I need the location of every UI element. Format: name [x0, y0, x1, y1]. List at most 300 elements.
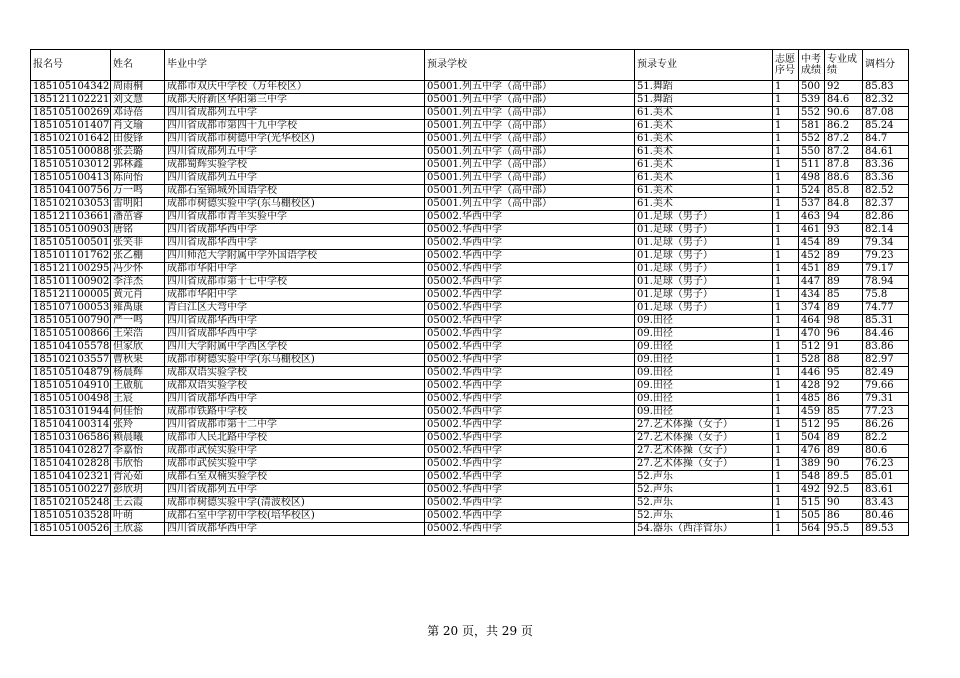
graduate-school-cell: 成都市树德实验中学(东马棚校区) [165, 354, 425, 367]
registration-number-cell: 185105100790 [31, 315, 111, 328]
name-cell: 张笑非 [111, 237, 165, 250]
table-row [31, 510, 909, 523]
name-cell: 王云霞 [111, 497, 165, 510]
exam-score-cell: 552 [799, 133, 825, 146]
admission-major-cell: 54.器乐（西洋管乐） [635, 523, 773, 536]
preference-order-cell: 1 [773, 172, 799, 185]
graduate-school-cell: 成都石室锦城外国语学校 [165, 185, 425, 198]
table-row [31, 341, 909, 354]
admission-school-cell: 05002.华西中学 [425, 393, 635, 406]
admission-school-cell: 05001.列五中学（高中部） [425, 120, 635, 133]
admission-school-cell: 05001.列五中学（高中部） [425, 81, 635, 94]
admission-major-cell: 52.声乐 [635, 497, 773, 510]
registration-number-cell: 185121103661 [31, 211, 111, 224]
graduate-school-cell: 成都市华阳中学 [165, 263, 425, 276]
admission-school-cell: 05002.华西中学 [425, 445, 635, 458]
table-row [31, 133, 909, 146]
name-cell: 赖晨曦 [111, 432, 165, 445]
major-score-cell: 89 [825, 276, 863, 289]
name-cell: 但家欣 [111, 341, 165, 354]
admission-major-cell: 09.田径 [635, 341, 773, 354]
graduate-school-cell: 青白江区大弯中学 [165, 302, 425, 315]
admission-major-cell: 61.美术 [635, 120, 773, 133]
name-cell: 胥沁茹 [111, 471, 165, 484]
registration-number-cell: 185104102828 [31, 458, 111, 471]
admission-school-cell: 05001.列五中学（高中部） [425, 198, 635, 211]
admission-school-cell: 05002.华西中学 [425, 211, 635, 224]
name-cell: 陈向怡 [111, 172, 165, 185]
name-cell: 黄元肖 [111, 289, 165, 302]
registration-number-cell: 185105100501 [31, 237, 111, 250]
table-row [31, 159, 909, 172]
exam-score-cell: 389 [799, 458, 825, 471]
admission-major-cell: 52.声乐 [635, 510, 773, 523]
header-preference-order: 志愿序号 [773, 50, 799, 81]
major-score-cell: 87.2 [825, 133, 863, 146]
preference-order-cell: 1 [773, 419, 799, 432]
exam-score-cell: 539 [799, 94, 825, 107]
major-score-cell: 86 [825, 393, 863, 406]
transfer-score-cell: 83.43 [863, 497, 909, 510]
registration-number-cell: 185107100053 [31, 302, 111, 315]
preference-order-cell: 1 [773, 224, 799, 237]
exam-score-cell: 446 [799, 367, 825, 380]
exam-score-cell: 464 [799, 315, 825, 328]
table-row [31, 471, 909, 484]
transfer-score-cell: 79.66 [863, 380, 909, 393]
admission-school-cell: 05002.华西中学 [425, 432, 635, 445]
preference-order-cell: 1 [773, 81, 799, 94]
registration-number-cell: 185103101944 [31, 406, 111, 419]
admission-school-cell: 05002.华西中学 [425, 354, 635, 367]
registration-number-cell: 185104100756 [31, 185, 111, 198]
preference-order-cell: 1 [773, 237, 799, 250]
table-body [31, 81, 909, 536]
name-cell: 李嘉怡 [111, 445, 165, 458]
major-score-cell: 95 [825, 367, 863, 380]
major-score-cell: 92 [825, 81, 863, 94]
preference-order-cell: 1 [773, 432, 799, 445]
name-cell: 万一鸣 [111, 185, 165, 198]
exam-score-cell: 470 [799, 328, 825, 341]
name-cell: 张芸璐 [111, 146, 165, 159]
exam-score-cell: 476 [799, 445, 825, 458]
table-row [31, 211, 909, 224]
transfer-score-cell: 86.26 [863, 419, 909, 432]
transfer-score-cell: 79.23 [863, 250, 909, 263]
graduate-school-cell: 成都市双庆中学校（万年校区） [165, 81, 425, 94]
transfer-score-cell: 79.34 [863, 237, 909, 250]
registration-number-cell: 185105100498 [31, 393, 111, 406]
exam-score-cell: 564 [799, 523, 825, 536]
name-cell: 周雨桐 [111, 81, 165, 94]
transfer-score-cell: 82.49 [863, 367, 909, 380]
exam-score-cell: 511 [799, 159, 825, 172]
admission-major-cell: 61.美术 [635, 185, 773, 198]
major-score-cell: 92 [825, 380, 863, 393]
exam-score-cell: 512 [799, 341, 825, 354]
name-cell: 何佳怡 [111, 406, 165, 419]
preference-order-cell: 1 [773, 146, 799, 159]
admission-major-cell: 09.田径 [635, 380, 773, 393]
name-cell: 韦欣怡 [111, 458, 165, 471]
exam-score-cell: 452 [799, 250, 825, 263]
registration-number-cell: 185105100526 [31, 523, 111, 536]
graduate-school-cell: 四川省成都华西中学 [165, 224, 425, 237]
major-score-cell: 87.8 [825, 159, 863, 172]
table-row [31, 419, 909, 432]
graduate-school-cell: 成都石室双楠实验学校 [165, 471, 425, 484]
registration-number-cell: 185101100902 [31, 276, 111, 289]
transfer-score-cell: 84.7 [863, 133, 909, 146]
admission-school-cell: 05002.华西中学 [425, 250, 635, 263]
name-cell: 郭林鑫 [111, 159, 165, 172]
transfer-score-cell: 79.17 [863, 263, 909, 276]
transfer-score-cell: 83.86 [863, 341, 909, 354]
table-row [31, 120, 909, 133]
graduate-school-cell: 成都市武侯实验中学 [165, 445, 425, 458]
registration-number-cell: 185105100903 [31, 224, 111, 237]
table-row [31, 328, 909, 341]
transfer-score-cell: 85.83 [863, 81, 909, 94]
exam-score-cell: 374 [799, 302, 825, 315]
name-cell: 冯少怀 [111, 263, 165, 276]
major-score-cell: 98 [825, 315, 863, 328]
admission-major-cell: 09.田径 [635, 367, 773, 380]
header-transfer-score: 调档分 [863, 50, 909, 81]
admission-school-cell: 05002.华西中学 [425, 471, 635, 484]
major-score-cell: 92.5 [825, 484, 863, 497]
graduate-school-cell: 四川省成都列五中学 [165, 107, 425, 120]
transfer-score-cell: 75.8 [863, 289, 909, 302]
graduate-school-cell: 成都市武侯实验中学 [165, 458, 425, 471]
transfer-score-cell: 80.6 [863, 445, 909, 458]
preference-order-cell: 1 [773, 367, 799, 380]
admission-major-cell: 09.田径 [635, 328, 773, 341]
registration-number-cell: 185103106586 [31, 432, 111, 445]
preference-order-cell: 1 [773, 471, 799, 484]
registration-number-cell: 185104105578 [31, 341, 111, 354]
admission-major-cell: 09.田径 [635, 315, 773, 328]
graduate-school-cell: 四川省成都市树德中学(光华校区) [165, 133, 425, 146]
page-footer: 第 20 页，共 29 页 [427, 624, 533, 638]
admission-major-cell: 52.声乐 [635, 484, 773, 497]
graduate-school-cell: 四川省成都列五中学 [165, 146, 425, 159]
transfer-score-cell: 82.14 [863, 224, 909, 237]
exam-score-cell: 515 [799, 497, 825, 510]
header-major-score: 专业成绩 [825, 50, 863, 81]
preference-order-cell: 1 [773, 458, 799, 471]
preference-order-cell: 1 [773, 185, 799, 198]
table-row [31, 107, 909, 120]
transfer-score-cell: 87.08 [863, 107, 909, 120]
transfer-score-cell: 89.53 [863, 523, 909, 536]
admission-school-cell: 05001.列五中学（高中部） [425, 94, 635, 107]
admission-school-cell: 05002.华西中学 [425, 315, 635, 328]
transfer-score-cell: 74.77 [863, 302, 909, 315]
admission-school-cell: 05002.华西中学 [425, 367, 635, 380]
exam-score-cell: 463 [799, 211, 825, 224]
registration-number-cell: 185102101642 [31, 133, 111, 146]
registration-number-cell: 185102103053 [31, 198, 111, 211]
exam-score-cell: 537 [799, 198, 825, 211]
admission-major-cell: 01.足球（男子） [635, 276, 773, 289]
preference-order-cell: 1 [773, 107, 799, 120]
table-row [31, 484, 909, 497]
table-row [31, 393, 909, 406]
admission-major-cell: 61.美术 [635, 159, 773, 172]
admission-school-cell: 05002.华西中学 [425, 263, 635, 276]
preference-order-cell: 1 [773, 497, 799, 510]
admission-major-cell: 01.足球（男子） [635, 289, 773, 302]
major-score-cell: 89 [825, 237, 863, 250]
preference-order-cell: 1 [773, 406, 799, 419]
admission-major-cell: 61.美术 [635, 146, 773, 159]
admission-major-cell: 01.足球（男子） [635, 302, 773, 315]
admission-school-cell: 05002.华西中学 [425, 237, 635, 250]
major-score-cell: 85.8 [825, 185, 863, 198]
name-cell: 邓诗蓓 [111, 107, 165, 120]
exam-score-cell: 524 [799, 185, 825, 198]
major-score-cell: 84.8 [825, 198, 863, 211]
table-row [31, 380, 909, 393]
exam-score-cell: 434 [799, 289, 825, 302]
admission-school-cell: 05002.华西中学 [425, 419, 635, 432]
exam-score-cell: 500 [799, 81, 825, 94]
name-cell: 张乙棚 [111, 250, 165, 263]
admission-school-cell: 05001.列五中学（高中部） [425, 133, 635, 146]
graduate-school-cell: 四川省成都市第十二中学 [165, 419, 425, 432]
transfer-score-cell: 83.36 [863, 159, 909, 172]
exam-score-cell: 581 [799, 120, 825, 133]
table-row [31, 289, 909, 302]
major-score-cell: 88 [825, 354, 863, 367]
admission-school-cell: 05002.华西中学 [425, 380, 635, 393]
header-exam-score: 中考成绩 [799, 50, 825, 81]
table-row [31, 354, 909, 367]
registration-number-cell: 185104100314 [31, 419, 111, 432]
registration-number-cell: 185105103012 [31, 159, 111, 172]
preference-order-cell: 1 [773, 354, 799, 367]
graduate-school-cell: 成都蜀辉实验学校 [165, 159, 425, 172]
major-score-cell: 85 [825, 289, 863, 302]
name-cell: 唐铭 [111, 224, 165, 237]
transfer-score-cell: 80.46 [863, 510, 909, 523]
preference-order-cell: 1 [773, 328, 799, 341]
admission-school-cell: 05002.华西中学 [425, 406, 635, 419]
graduate-school-cell: 四川大学附属中学西区学校 [165, 341, 425, 354]
name-cell: 潘茁睿 [111, 211, 165, 224]
header-admission-school: 预录学校 [425, 50, 635, 81]
major-score-cell: 94 [825, 211, 863, 224]
admission-table [30, 49, 909, 536]
exam-score-cell: 454 [799, 237, 825, 250]
table-row [31, 302, 909, 315]
name-cell: 王欣蕊 [111, 523, 165, 536]
registration-number-cell: 185105100866 [31, 328, 111, 341]
transfer-score-cell: 82.32 [863, 94, 909, 107]
preference-order-cell: 1 [773, 315, 799, 328]
exam-score-cell: 451 [799, 263, 825, 276]
name-cell: 肖文瑜 [111, 120, 165, 133]
admission-major-cell: 61.美术 [635, 172, 773, 185]
name-cell: 王啟航 [111, 380, 165, 393]
major-score-cell: 89 [825, 263, 863, 276]
graduate-school-cell: 四川省成都列五中学 [165, 172, 425, 185]
admission-major-cell: 01.足球（男子） [635, 211, 773, 224]
table-row [31, 237, 909, 250]
name-cell: 刘文慧 [111, 94, 165, 107]
preference-order-cell: 1 [773, 289, 799, 302]
registration-number-cell: 185121100005 [31, 289, 111, 302]
preference-order-cell: 1 [773, 380, 799, 393]
exam-score-cell: 550 [799, 146, 825, 159]
admission-major-cell: 52.声乐 [635, 471, 773, 484]
transfer-score-cell: 83.36 [863, 172, 909, 185]
table-row [31, 315, 909, 328]
registration-number-cell: 185121100295 [31, 263, 111, 276]
exam-score-cell: 528 [799, 354, 825, 367]
name-cell: 张羚 [111, 419, 165, 432]
admission-school-cell: 05002.华西中学 [425, 458, 635, 471]
header-graduate-school: 毕业中学 [165, 50, 425, 81]
major-score-cell: 89 [825, 302, 863, 315]
preference-order-cell: 1 [773, 510, 799, 523]
admission-school-cell: 05002.华西中学 [425, 302, 635, 315]
exam-score-cell: 512 [799, 419, 825, 432]
header-name: 姓名 [111, 50, 165, 81]
preference-order-cell: 1 [773, 250, 799, 263]
graduate-school-cell: 四川省成都华西中学 [165, 315, 425, 328]
admission-school-cell: 05002.华西中学 [425, 510, 635, 523]
admission-school-cell: 05002.华西中学 [425, 289, 635, 302]
name-cell: 彭欣玥 [111, 484, 165, 497]
table-row [31, 497, 909, 510]
exam-score-cell: 428 [799, 380, 825, 393]
admission-major-cell: 01.足球（男子） [635, 237, 773, 250]
preference-order-cell: 1 [773, 393, 799, 406]
preference-order-cell: 1 [773, 94, 799, 107]
graduate-school-cell: 成都双语实验学校 [165, 380, 425, 393]
registration-number-cell: 185121102221 [31, 94, 111, 107]
transfer-score-cell: 85.31 [863, 315, 909, 328]
registration-number-cell: 185105100227 [31, 484, 111, 497]
admission-school-cell: 05002.华西中学 [425, 341, 635, 354]
table-row [31, 94, 909, 107]
admission-school-cell: 05002.华西中学 [425, 497, 635, 510]
name-cell: 王荣浩 [111, 328, 165, 341]
major-score-cell: 89 [825, 445, 863, 458]
major-score-cell: 90 [825, 458, 863, 471]
preference-order-cell: 1 [773, 523, 799, 536]
registration-number-cell: 185101101762 [31, 250, 111, 263]
graduate-school-cell: 成都双语实验学校 [165, 367, 425, 380]
registration-number-cell: 185105103528 [31, 510, 111, 523]
admission-major-cell: 61.美术 [635, 133, 773, 146]
major-score-cell: 91 [825, 341, 863, 354]
major-score-cell: 86.2 [825, 120, 863, 133]
admission-major-cell: 01.足球（男子） [635, 263, 773, 276]
name-cell: 雍禹康 [111, 302, 165, 315]
graduate-school-cell: 成都市树德实验中学(东马棚校区) [165, 198, 425, 211]
admission-school-cell: 05001.列五中学（高中部） [425, 107, 635, 120]
graduate-school-cell: 成都天府新区华阳第三中学 [165, 94, 425, 107]
major-score-cell: 89.5 [825, 471, 863, 484]
table-row [31, 276, 909, 289]
major-score-cell: 90.6 [825, 107, 863, 120]
name-cell: 王宸 [111, 393, 165, 406]
name-cell: 雷明阳 [111, 198, 165, 211]
admission-major-cell: 27.艺术体操（女子） [635, 419, 773, 432]
name-cell: 叶萌 [111, 510, 165, 523]
major-score-cell: 84.6 [825, 94, 863, 107]
transfer-score-cell: 83.61 [863, 484, 909, 497]
graduate-school-cell: 四川省成都华西中学 [165, 328, 425, 341]
registration-number-cell: 185104102321 [31, 471, 111, 484]
exam-score-cell: 461 [799, 224, 825, 237]
major-score-cell: 89 [825, 432, 863, 445]
exam-score-cell: 552 [799, 107, 825, 120]
exam-score-cell: 459 [799, 406, 825, 419]
preference-order-cell: 1 [773, 211, 799, 224]
graduate-school-cell: 四川省成都市青羊实验中学 [165, 211, 425, 224]
table-row [31, 263, 909, 276]
transfer-score-cell: 79.31 [863, 393, 909, 406]
table-row [31, 224, 909, 237]
graduate-school-cell: 成都市铁路中学校 [165, 406, 425, 419]
graduate-school-cell: 成都市华阳中学 [165, 289, 425, 302]
table-row [31, 198, 909, 211]
transfer-score-cell: 84.61 [863, 146, 909, 159]
admission-school-cell: 05001.列五中学（高中部） [425, 146, 635, 159]
exam-score-cell: 447 [799, 276, 825, 289]
preference-order-cell: 1 [773, 133, 799, 146]
admission-major-cell: 61.美术 [635, 198, 773, 211]
exam-score-cell: 485 [799, 393, 825, 406]
graduate-school-cell: 四川省成都列五中学 [165, 484, 425, 497]
major-score-cell: 89 [825, 250, 863, 263]
transfer-score-cell: 78.94 [863, 276, 909, 289]
preference-order-cell: 1 [773, 198, 799, 211]
registration-number-cell: 185104102827 [31, 445, 111, 458]
graduate-school-cell: 四川省成都市第四十九中学校 [165, 120, 425, 133]
transfer-score-cell: 77.23 [863, 406, 909, 419]
header-admission-major: 预录专业 [635, 50, 773, 81]
table-header-row [31, 50, 909, 81]
table-row [31, 185, 909, 198]
table-row [31, 445, 909, 458]
preference-order-cell: 1 [773, 263, 799, 276]
admission-major-cell: 01.足球（男子） [635, 250, 773, 263]
major-score-cell: 87.2 [825, 146, 863, 159]
table-row [31, 523, 909, 536]
graduate-school-cell: 成都市树德实验中学(清波校区) [165, 497, 425, 510]
exam-score-cell: 548 [799, 471, 825, 484]
registration-number-cell: 185105100088 [31, 146, 111, 159]
graduate-school-cell: 四川省成都华西中学 [165, 237, 425, 250]
transfer-score-cell: 82.2 [863, 432, 909, 445]
admission-major-cell: 51.舞蹈 [635, 94, 773, 107]
exam-score-cell: 504 [799, 432, 825, 445]
transfer-score-cell: 82.52 [863, 185, 909, 198]
preference-order-cell: 1 [773, 341, 799, 354]
name-cell: 杨晨辉 [111, 367, 165, 380]
transfer-score-cell: 85.01 [863, 471, 909, 484]
major-score-cell: 90 [825, 497, 863, 510]
admission-school-cell: 05002.华西中学 [425, 224, 635, 237]
transfer-score-cell: 82.37 [863, 198, 909, 211]
table-row [31, 367, 909, 380]
